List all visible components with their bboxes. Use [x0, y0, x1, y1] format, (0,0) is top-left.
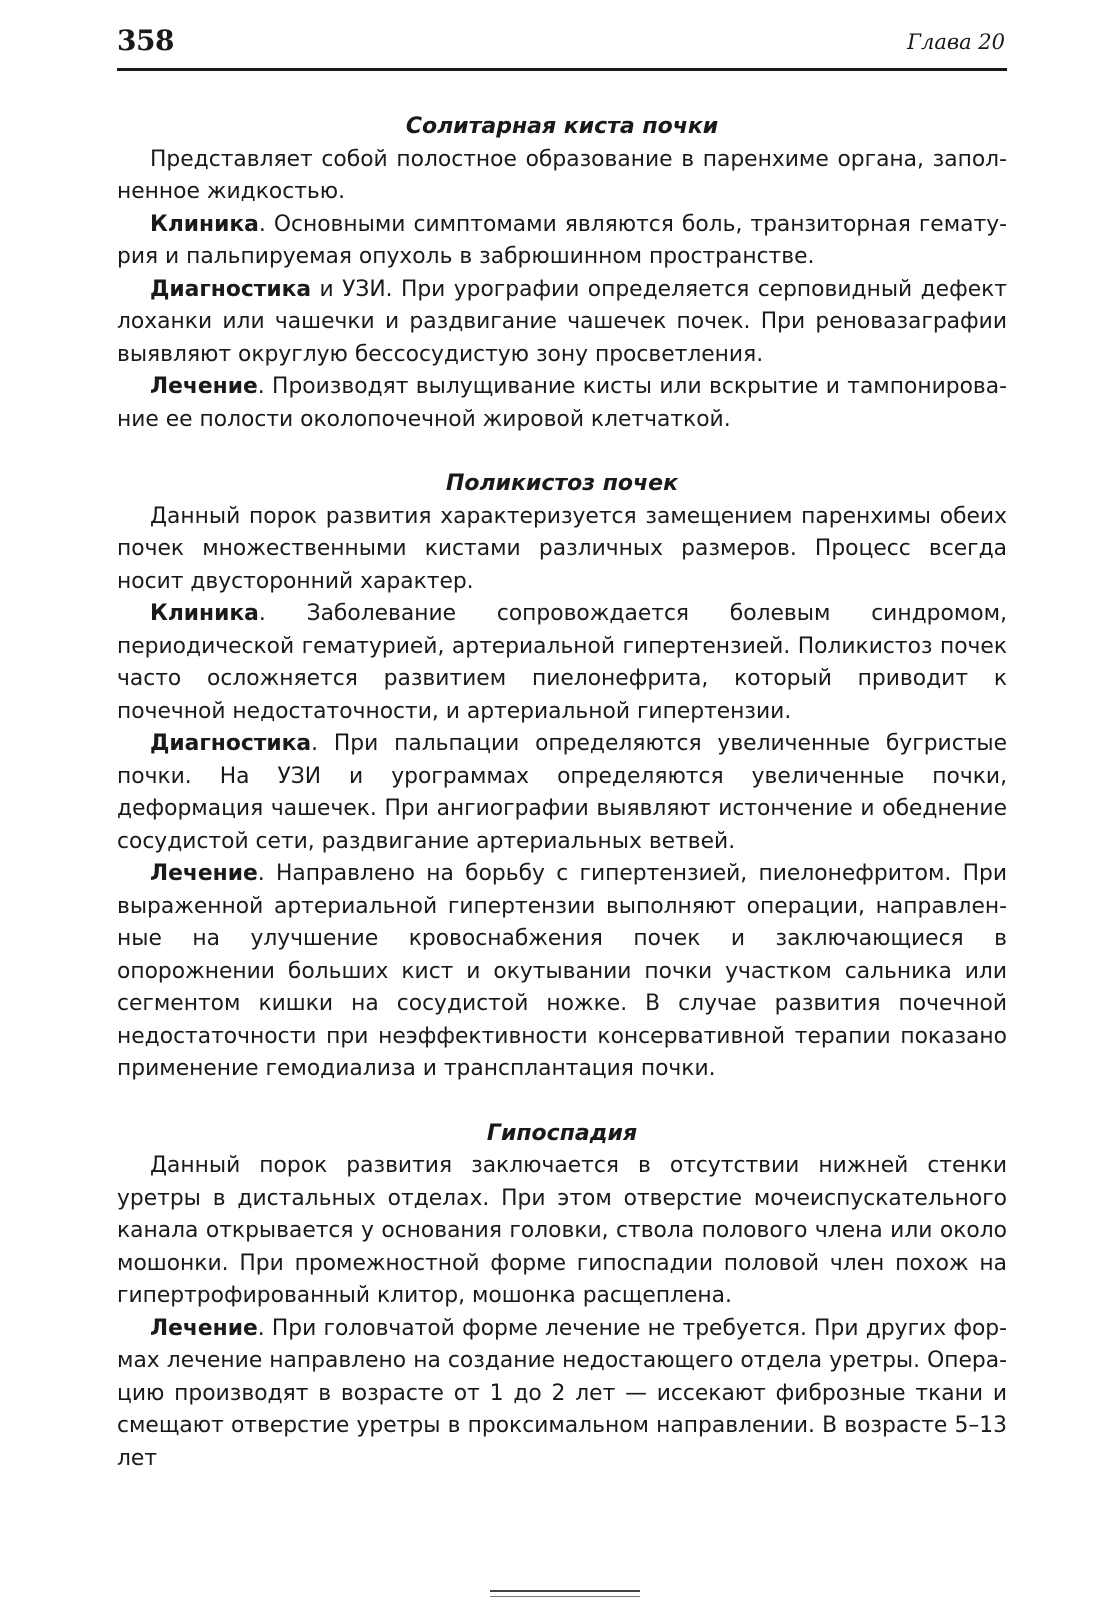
- paragraph: [117, 1150, 1007, 1313]
- paragraph-text: . Заболевание сопровождается болевым синдромом, периодической гематурией, артериальной гипертензией. Поликистоз почек часто осложняется развитием пиелонефрита, который приводит к почечной недостаточности, и артериальной гипертензии.: [117, 601, 1007, 724]
- paragraph-lead: Клиника: [150, 211, 259, 237]
- paragraph-lead: Диагностика: [150, 731, 312, 756]
- paragraph-lead: Лечение: [150, 374, 258, 399]
- paragraph-lead: Лечение: [150, 861, 258, 886]
- page-number: 358: [117, 24, 174, 57]
- paragraph-text: . Основными симптомами являются боль, транзиторная гематурия и пальпируемая опухоль в забрюшинном пространстве.: [117, 211, 1007, 269]
- paragraph-lead: Лечение: [150, 1315, 258, 1341]
- paragraph: [117, 598, 1007, 728]
- paragraph-text: Данный порок развития заключается в отсутствии нижней стенки уретры в дистальных отделах. При этом отверстие мочеиспускательного канала открывается у основания головки, ствола полового члена или около мошонки. При промежностной форме гипоспадии половой член похож на гипертрофированный клитор, мошонка расщеплена.: [117, 1153, 1007, 1308]
- section-hypospadias: [117, 1118, 1007, 1476]
- chapter-title: Глава 20: [907, 30, 1005, 54]
- paragraph: [117, 858, 1007, 1086]
- paragraph-text: Представляет собой полостное образование в паренхиме органа, заполненное жидкостью.: [117, 146, 1007, 204]
- paragraph: [117, 209, 1007, 274]
- paragraph-text: . Производят вылущивание кисты или вскрытие и тампонирование ее полости околопочечной жировой клетчаткой.: [117, 374, 1007, 432]
- paragraph-lead: Клиника: [150, 601, 259, 626]
- paragraph: [117, 371, 1007, 436]
- paragraph-text: . При головчатой форме лечение не требуется. При других формах лечение направлено на создание недостающего отдела уретры. Операцию производят в возрасте от 1 до 2 лет — иссекают фиброзные ткани и смещают отверстие уретры в проксимальном направлении. В возрасте 5–13 лет: [117, 1315, 1007, 1471]
- paragraph: [117, 144, 1007, 209]
- paragraph-text: Данный порок развития характеризуется замещением паренхимы обеих почек множественными кистами различных размеров. Процесс всегда носит двусторонний характер.: [117, 503, 1007, 594]
- book-page: [117, 18, 1007, 1475]
- section-title: Гипоспадия: [486, 1120, 638, 1146]
- paragraph: [117, 728, 1007, 858]
- paragraph-text: и УЗИ. При урографии определяется серповидный дефект лоханки или чашечки и раздвигание чашечек почек. При реновазаграфии выявляют округлую бессосудистую зону просветления.: [117, 276, 1007, 367]
- section-polycystic-kidney: [117, 468, 1007, 1086]
- paragraph: [117, 274, 1007, 372]
- section-title: Солитарная киста почки: [405, 114, 719, 139]
- running-header: [117, 18, 1007, 71]
- section-title: Поликистоз почек: [445, 471, 679, 496]
- paragraph-text: . При пальпации определяются увеличенные бугристые почки. На УЗИ и урограммах определяются увеличенные почки, деформация чашечек. При ангиографии выявляют истончение и обеднение сосудистой сети, раздвигание артериальных ветвей.: [117, 731, 1007, 854]
- page-bottom-rule: [490, 1590, 640, 1597]
- section-solitary-cyst: [117, 111, 1007, 436]
- paragraph-text: . Направлено на борьбу с гипертензией, пиелонефритом. При выраженной артериальной гипертензии выполняют операции, направленные на улучшение кровоснабжения почек и заключающиеся в опорожнении больших кист и окутывании почки участком сальника или сегментом кишки на сосудистой ножке. В случае развития почечной недостаточности при неэффективности консервативной терапии показано применение гемодиализа и трансплантация почки.: [117, 861, 1007, 1081]
- paragraph: [117, 501, 1007, 599]
- paragraph: [117, 1313, 1007, 1476]
- paragraph-lead: Диагностика: [150, 276, 312, 302]
- page-content: [117, 111, 1007, 1475]
